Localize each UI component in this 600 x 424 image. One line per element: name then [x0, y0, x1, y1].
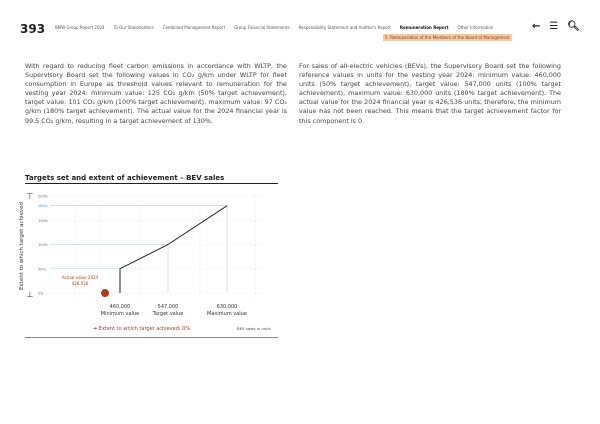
- nav-item[interactable]: Other Information: [457, 25, 494, 30]
- y-axis-label: Extent to which target achieved: [19, 201, 25, 291]
- page-number: 393: [20, 22, 46, 36]
- nav-item[interactable]: BMW Group Report 2024: [55, 25, 105, 30]
- x-tick-sublabel: Minimum value: [100, 311, 140, 317]
- actual-value-number: 426,536: [71, 281, 89, 286]
- nav-item[interactable]: Combined Management Report: [162, 25, 226, 30]
- y-tick-label: 50%: [38, 267, 46, 272]
- nav-item-active[interactable]: Remuneration Report: [399, 25, 449, 30]
- chart-title: Targets set and extent of achievement – BEV sales: [25, 174, 225, 182]
- nav-item[interactable]: To Our Stakeholders: [113, 25, 154, 30]
- x-tick-sublabel: Maximum value: [207, 311, 247, 317]
- result-text: ➔ Extent to which target achieved: 0%: [93, 326, 191, 332]
- y-axis-top-marker: ⊤: [26, 192, 34, 201]
- text-column-1: With regard to reducing fleet carbon emissions in accordance with WLTP, the Supervisory Board set the following values in CO₂ g/km under WLTP for fleet consumption in Europe as threshold values relevant to remuneration for the vesting year 2024: minimum value: 125 CO₂ g/km (50% target achievement), target value: 101 CO₂ g/km (100% target achievement), maximum value: 97 CO₂ g/km (180% target achievement). The actual value for the 2024 financial year is 99.5 CO₂ g/km, resulting in a target achievement of 130%.: [25, 62, 287, 125]
- x-tick-label: 547,000: [157, 304, 179, 310]
- y-tick-label: 0%: [38, 291, 44, 296]
- y-tick-label: 200%: [38, 194, 49, 199]
- x-tick-label: 460,000: [109, 304, 131, 310]
- y-tick-label: 150%: [38, 218, 49, 223]
- x-axis-unit-label: BEV sales in units: [237, 326, 271, 331]
- back-arrow-icon[interactable]: ←: [531, 21, 541, 32]
- x-tick-label: 630,000: [216, 304, 238, 310]
- menu-icon[interactable]: ☰: [549, 21, 559, 32]
- text-column-2: For sales of all-electric vehicles (BEVs), the Supervisory Board set the following reference values in units for the vesting year 2024: minimum value: 460,000 units (50% target achievement), target value: 547,000 units (100% target achievement), maximum value: 630,000 units (180% target achievement). The actual value for the 2024 financial year is 426,536 units; therefore, the minimum value has not been reached. This means that the target achievement factor for this component is 0.: [299, 62, 561, 125]
- actual-value-label: Actual value 2024: [61, 275, 99, 280]
- divider: [25, 337, 278, 338]
- nav-item[interactable]: Responsibility Statement and Auditor's Report: [298, 25, 391, 30]
- series-line: [120, 206, 227, 293]
- nav-item[interactable]: Group Financial Statements: [234, 25, 290, 30]
- highlight-tick-label: 180%: [38, 204, 49, 209]
- y-tick-label: 100%: [38, 243, 49, 247]
- x-tick-sublabel: Target value: [152, 311, 184, 317]
- subsection-link[interactable]: 5. Remuneration of the Members of the Board of Management: [385, 35, 510, 40]
- y-axis-bottom-marker: ⊥: [26, 290, 34, 299]
- search-icon[interactable]: 🔍︎: [567, 21, 580, 32]
- actual-value-dot: [101, 289, 109, 297]
